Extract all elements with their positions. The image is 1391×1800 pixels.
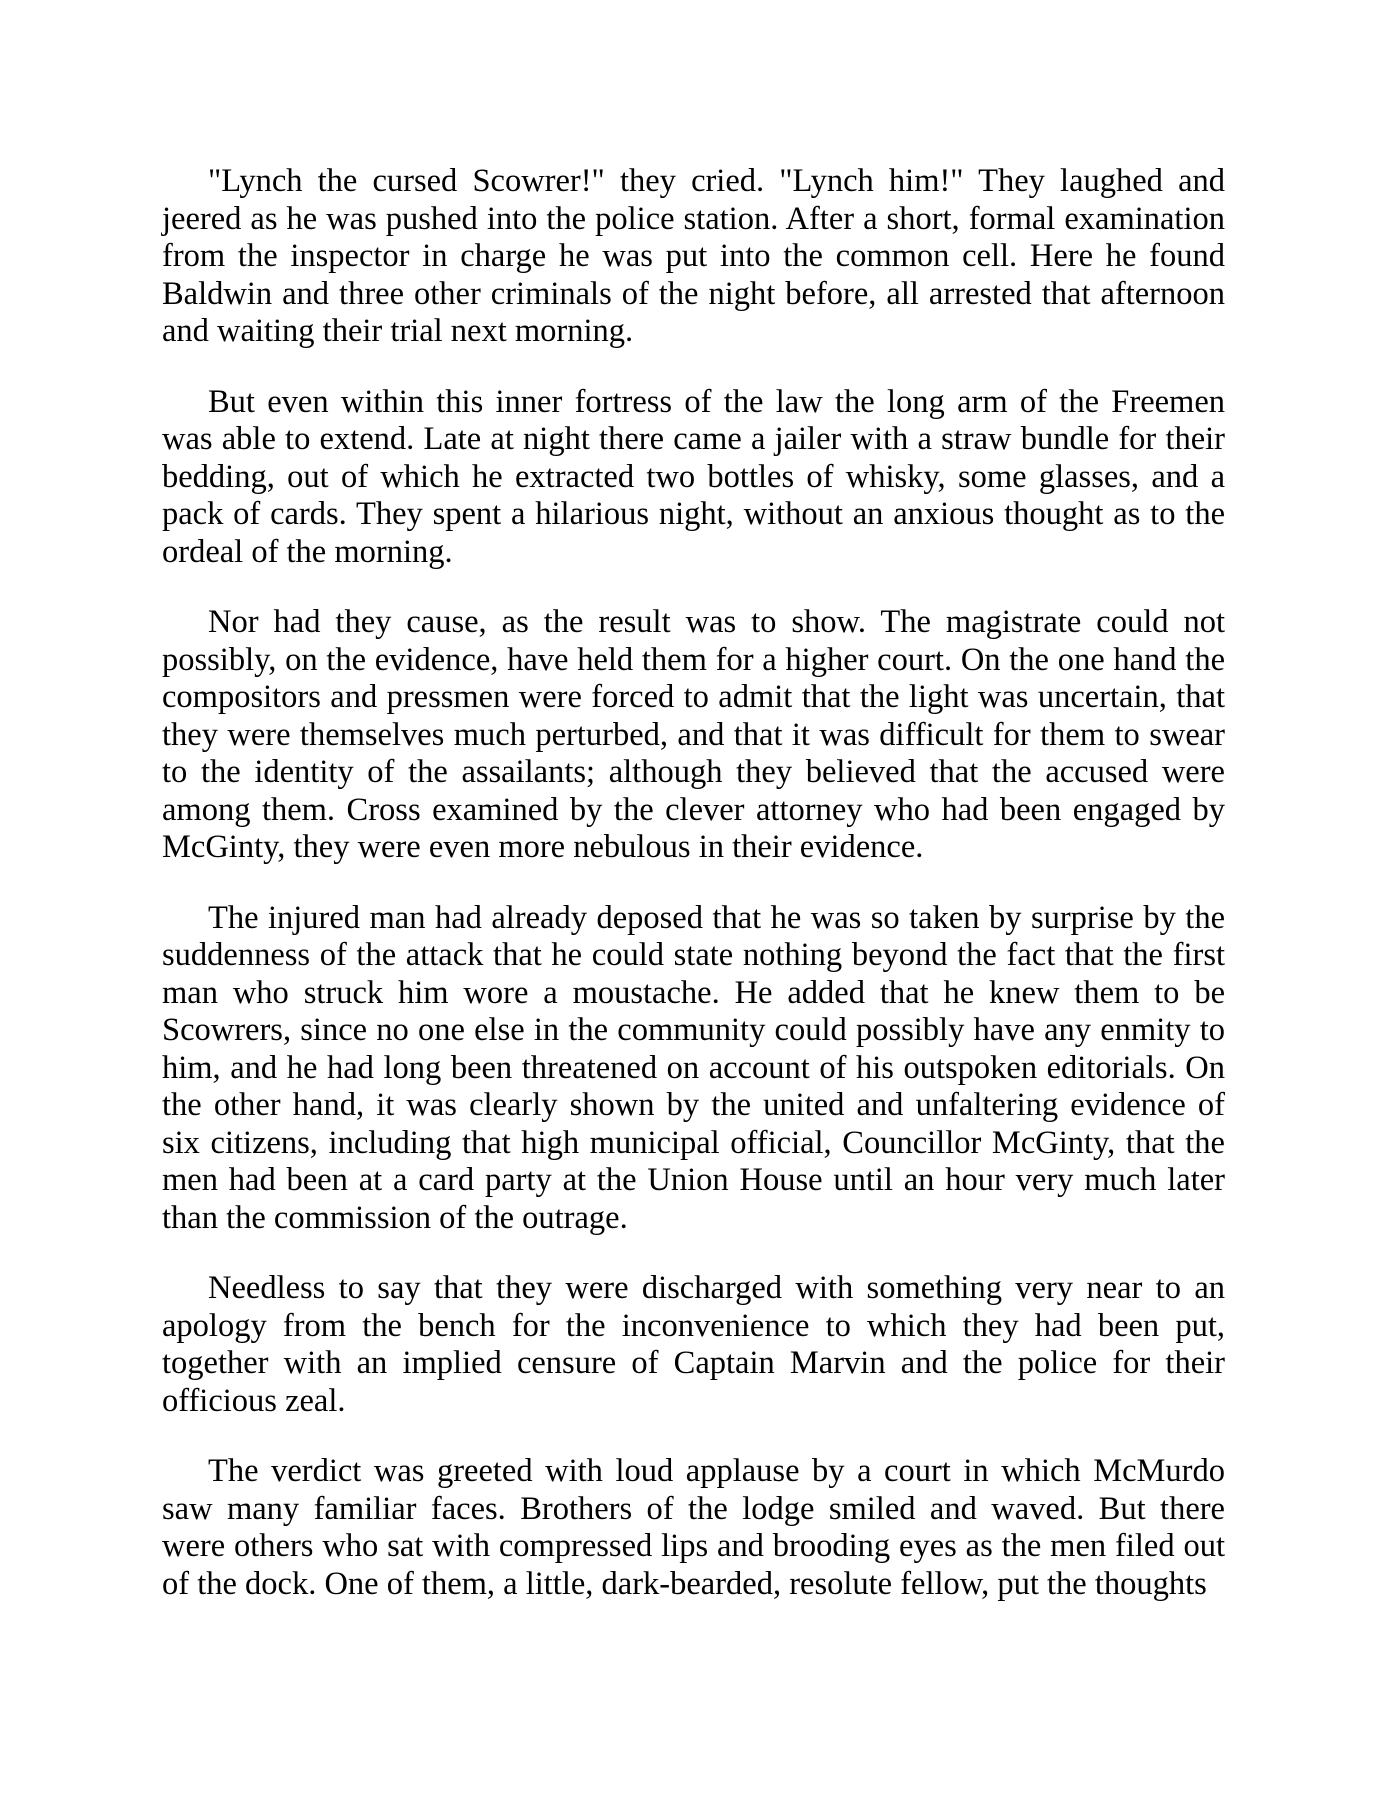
text-line: man who struck him wore a moustache. He added that he knew them to be (162, 974, 1225, 1011)
text-line: The verdict was greeted with loud applause by a court in which McMurdo (208, 1453, 1225, 1489)
paragraph (162, 163, 1225, 351)
paragraph (162, 384, 1225, 572)
text-line: saw many familiar faces. Brothers of the lodge smiled and waved. But there (162, 1490, 1225, 1527)
text-line: men had been at a card party at the Union House until an hour very much later (162, 1162, 1225, 1198)
text-line: Baldwin and three other criminals of the night before, all arrested that afternoon (162, 275, 1225, 312)
text-line: ordeal of the morning. (162, 533, 453, 570)
text-line: were others who sat with compressed lips and brooding eyes as the men filed out (162, 1528, 1225, 1564)
text-line: Needless to say that they were discharged with something very near to an (208, 1270, 1225, 1306)
text-line: together with an implied censure of Captain Marvin and the police for their (162, 1345, 1225, 1381)
text-line: from the inspector in charge he was put into the common cell. Here he found (162, 238, 1225, 274)
text-line: jeered as he was pushed into the police station. After a short, formal examination (162, 200, 1225, 237)
paragraph (162, 1453, 1225, 1603)
text-line: they were themselves much perturbed, and that it was difficult for them to swear (162, 716, 1225, 753)
text-line: to the identity of the assailants; although they believed that the accused were (162, 754, 1225, 790)
paragraph (162, 604, 1225, 867)
text-line: possibly, on the evidence, have held them for a higher court. On the one hand the (162, 641, 1225, 678)
text-line: compositors and pressmen were forced to admit that the light was uncertain, that (162, 679, 1225, 715)
text-line: was able to extend. Late at night there came a jailer with a straw bundle for their (162, 421, 1225, 457)
text-line: officious zeal. (162, 1382, 346, 1419)
text-line: Nor had they cause, as the result was to show. The magistrate could not (208, 604, 1225, 640)
text-line: than the commission of the outrage. (162, 1199, 628, 1236)
text-line: six citizens, including that high municipal official, Councillor McGinty, that the (162, 1124, 1225, 1161)
text-line: among them. Cross examined by the clever attorney who had been engaged by (162, 791, 1225, 828)
text-line: Scowrers, since no one else in the community could possibly have any enmity to (162, 1012, 1225, 1048)
text-line: bedding, out of which he extracted two bottles of whisky, some glasses, and a (162, 458, 1225, 495)
text-line: apology from the bench for the inconvenience to which they had been put, (162, 1307, 1225, 1344)
text-line: McGinty, they were even more nebulous in their evidence. (162, 829, 924, 865)
paragraph (162, 900, 1225, 1238)
text-line: suddenness of the attack that he could state nothing beyond the fact that the first (162, 937, 1225, 973)
text-line: of the dock. One of them, a little, dark-bearded, resolute fellow, put the thoughts (162, 1565, 1207, 1602)
text-line: him, and he had long been threatened on account of his outspoken editorials. On (162, 1049, 1225, 1086)
text-line: the other hand, it was clearly shown by the united and unfaltering evidence of (162, 1087, 1225, 1123)
paragraph (162, 1270, 1225, 1420)
text-line: and waiting their trial next morning. (162, 313, 634, 349)
text-line: But even within this inner fortress of the law the long arm of the Freemen (208, 383, 1225, 420)
text-line: "Lynch the cursed Scowrer!" they cried. "Lynch him!" They laughed and (208, 163, 1225, 199)
text-line: The injured man had already deposed that he was so taken by surprise by the (208, 899, 1225, 936)
text-line: pack of cards. They spent a hilarious night, without an anxious thought as to the (162, 496, 1225, 532)
